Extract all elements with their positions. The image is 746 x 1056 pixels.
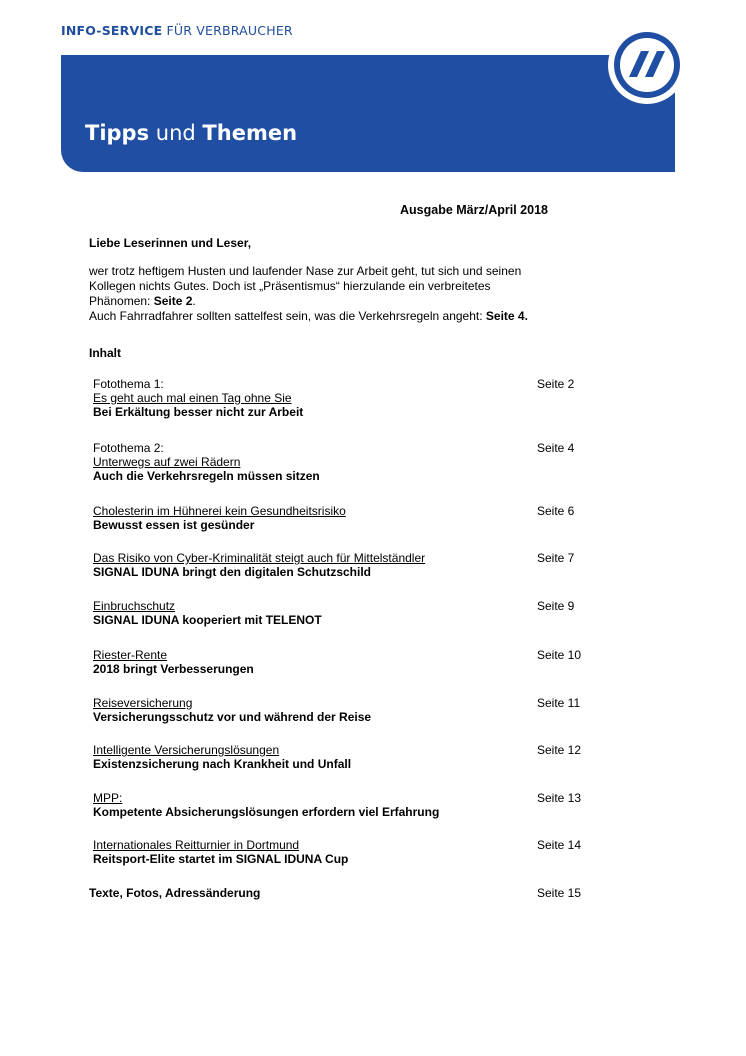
intro-line-3-end: . [192,294,196,308]
toc-entry-subtitle: Bei Erkältung besser nicht zur Arbeit [93,405,304,419]
signal-iduna-logo-icon [607,25,687,105]
intro-text [89,264,649,324]
intro-line-3-bold: Seite 2 [153,294,193,308]
toc-entry-page: Seite 7 [537,551,575,565]
toc-entry-page: Seite 4 [537,441,575,455]
issue-label: Ausgabe März/April 2018 [400,203,548,217]
toc-entry-page: Seite 2 [537,377,575,391]
toc-entry-title[interactable]: Intelligente Versicherungslösungen [93,743,280,757]
banner-title [85,121,297,145]
toc-entry-page: Seite 11 [537,696,581,710]
toc-entry-subtitle: Existenzsicherung nach Krankheit und Unfall [93,757,352,771]
toc-entry-subtitle: Auch die Verkehrsregeln müssen sitzen [93,469,320,483]
toc-entry [93,551,613,579]
toc-entry-subtitle: Texte, Fotos, Adressänderung [89,886,261,900]
toc-entry-title[interactable]: Riester-Rente [93,648,168,662]
toc-entry [93,838,613,866]
toc-entry-subtitle: SIGNAL IDUNA kooperiert mit TELENOT [93,613,322,627]
toc-entry-page: Seite 6 [537,504,575,518]
intro-line-4-text: Auch Fahrradfahrer sollten sattelfest sein, was die Verkehrsregeln angeht: [89,309,486,323]
toc-entry [93,377,613,419]
toc-entry [93,648,613,676]
brand-line [61,23,293,38]
toc-entry-title[interactable]: Es geht auch mal einen Tag ohne Sie [93,391,292,405]
toc-entry-page: Seite 15 [537,886,582,900]
toc-entry-title[interactable]: Cholesterin im Hühnerei kein Gesundheitsrisiko [93,504,346,518]
brand-rest: FÜR VERBRAUCHER [166,23,293,38]
brand-bold: INFO-SERVICE [61,23,163,38]
toc-entry-title[interactable]: Reiseversicherung [93,696,193,710]
toc-entry-title[interactable]: Unterwegs auf zwei Rädern [93,455,241,469]
toc-entry-pre: Fotothema 2: [93,441,164,455]
toc-entry-page: Seite 14 [537,838,582,852]
toc-entry [93,504,613,532]
title-themen: Themen [202,121,298,145]
greeting: Liebe Leserinnen und Leser, [89,236,252,250]
toc-entry [93,791,613,819]
toc-entry-page: Seite 9 [537,599,575,613]
intro-line-2: Kollegen nichts Gutes. Doch ist „Präsentismus“ hierzulande ein verbreitetes [89,279,491,293]
intro-line-1: wer trotz heftigem Husten und laufender Nase zur Arbeit geht, tut sich und seinen [89,264,522,278]
toc-entry-page: Seite 12 [537,743,582,757]
toc-entry-subtitle: Versicherungsschutz vor und während der Reise [93,710,372,724]
toc-entry [93,441,613,483]
toc-entry-pre: Fotothema 1: [93,377,164,391]
intro-line-4-bold: Seite 4. [485,309,528,323]
intro-line-4 [89,309,649,324]
intro-line-3-text: Phänomen: [89,294,154,308]
toc-entry-title[interactable]: Einbruchschutz [93,599,176,613]
toc-entry-subtitle: Bewusst essen ist gesünder [93,518,255,532]
toc-entry-last [89,886,609,900]
header-banner [61,55,675,172]
title-tipps: Tipps [85,121,150,145]
toc-entry-subtitle: 2018 bringt Verbesserungen [93,662,254,676]
toc-entry-title[interactable]: MPP: [93,791,123,805]
toc-entry-page: Seite 13 [537,791,582,805]
toc-entry [93,696,613,724]
toc-entry-title[interactable]: Internationales Reitturnier in Dortmund [93,838,300,852]
intro-line-3 [89,294,649,309]
toc-entry-subtitle: Kompetente Absicherungslösungen erfordern viel Erfahrung [93,805,440,819]
toc-entry [93,743,613,771]
toc-heading: Inhalt [89,346,121,360]
title-und: und [155,121,196,145]
toc-entry-page: Seite 10 [537,648,582,662]
toc-entry-subtitle: SIGNAL IDUNA bringt den digitalen Schutzschild [93,565,372,579]
toc-entry-title[interactable]: Das Risiko von Cyber-Kriminalität steigt auch für Mittelständler [93,551,426,565]
toc-entry [93,599,613,627]
toc-entry-subtitle: Reitsport-Elite startet im SIGNAL IDUNA Cup [93,852,349,866]
